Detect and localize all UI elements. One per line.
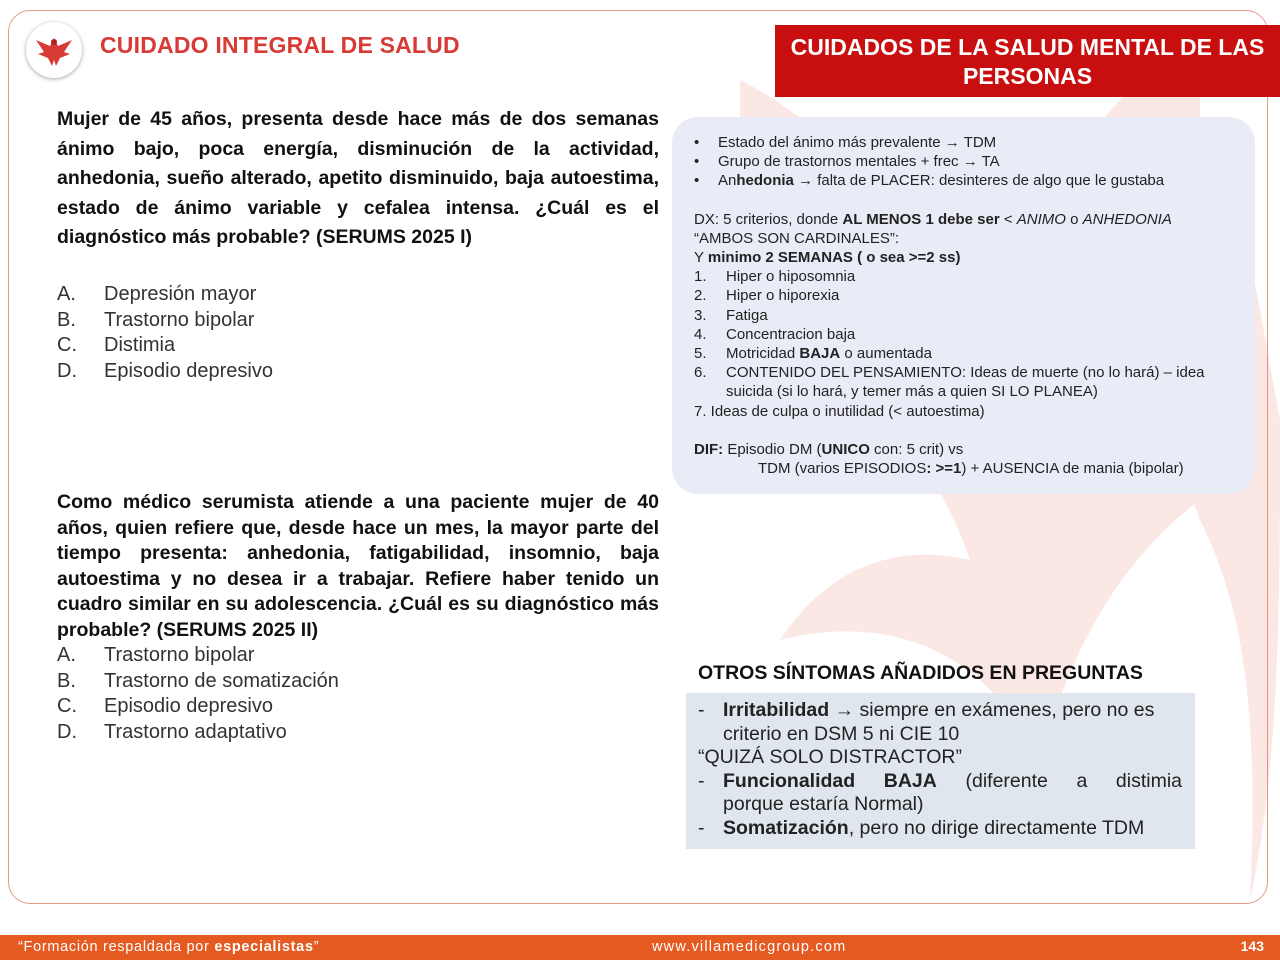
option-item	[57, 359, 273, 385]
dx-line-1	[694, 210, 1235, 229]
criterion-item	[694, 267, 1235, 286]
summary-bullet	[694, 152, 1235, 171]
summary-box	[672, 117, 1255, 494]
option-text: Episodio depresivo	[104, 359, 273, 382]
text-fragment: o aumentada	[840, 345, 932, 363]
dx-line-2: “AMBOS SON CARDINALES”:	[694, 229, 900, 247]
footer-url[interactable]: www.villamedicgroup.com	[652, 939, 847, 955]
criterion-text: Hiper o hiporexia	[726, 287, 840, 305]
dash-marker: -	[698, 769, 705, 792]
criterion-number: 4.	[694, 325, 707, 343]
text-fragment: Irritabilidad	[723, 699, 830, 721]
text-fragment: : >=1	[926, 460, 962, 478]
text-fragment: UNICO	[821, 440, 870, 458]
option-item	[57, 694, 339, 720]
criterion-item	[694, 344, 1235, 363]
option-letter: D.	[57, 359, 77, 382]
criterion-item	[694, 306, 1235, 325]
criterion-number: 5.	[694, 345, 707, 363]
text-fragment: TDM (varios EPISODIOS	[758, 460, 927, 478]
extra-symptoms-title: OTROS SÍNTOMAS AÑADIDOS EN PREGUNTAS	[698, 662, 1143, 684]
text-fragment: → siempre en exámenes, pero no es	[829, 699, 1155, 721]
logo-icon	[26, 22, 82, 78]
page-number: 143	[1240, 938, 1264, 954]
criterion-number: 6.	[694, 364, 707, 382]
extra-symptoms-box	[686, 693, 1195, 849]
criterion-item	[694, 363, 1235, 401]
text-fragment: ANHEDONIA	[1082, 210, 1172, 228]
option-item	[57, 333, 273, 359]
text-fragment: AL MENOS 1 debe ser	[842, 210, 1000, 228]
criterion-item	[694, 286, 1235, 305]
criterion-number: 1.	[694, 268, 707, 286]
question-2-text: Como médico serumista atiende a una paciente mujer de 40 años, quien refiere que, desde hace un mes, la mayor parte del tiempo presenta: anhedonia, fatigabilidad, insomnio, baja autoestima y no desea ir a trabajar. Refiere haber tenido un cuadro similar en su adolescencia. ¿Cuál es su diagnóstico más probable? (SERUMS 2025 II)	[57, 491, 659, 641]
text-fragment: con: 5 crit) vs	[869, 440, 964, 458]
option-letter: C.	[57, 334, 77, 356]
question-1-text: Mujer de 45 años, presenta desde hace más de dos semanas ánimo bajo, poca energía, disminución de la actividad, anhedonia, sueño alterado, apetito disminuido, baja autoestima, estado de ánimo variable y cefalea intensa. ¿Cuál es el diagnóstico más probable? (SERUMS 2025 I)	[57, 108, 659, 249]
text-fragment: ) + AUSENCIA de mania (bipolar)	[961, 460, 1184, 478]
extra-item-text	[723, 770, 1182, 794]
bullet-text	[718, 171, 1164, 190]
option-item	[57, 643, 339, 669]
text-fragment: ANIMO	[1016, 210, 1066, 228]
extra-item-text	[723, 817, 1144, 841]
bullet-icon: •	[694, 172, 700, 190]
question-2-options	[57, 643, 339, 745]
text-fragment: ”	[313, 939, 320, 955]
extra-quote: “QUIZÁ SOLO DISTRACTOR”	[698, 746, 962, 768]
criterion-item	[694, 325, 1235, 344]
option-letter: B.	[57, 669, 76, 692]
text-fragment: Funcionalidad BAJA	[723, 769, 937, 792]
section-title: CUIDADOS DE LA SALUD MENTAL DE LAS PERSONAS	[775, 25, 1280, 97]
extra-item	[698, 770, 1182, 794]
summary-bullet	[694, 171, 1235, 190]
option-text: Episodio depresivo	[104, 695, 273, 717]
text-fragment: “Formación respaldada por	[18, 939, 215, 955]
dif-line-1	[694, 440, 1235, 459]
option-letter: A.	[57, 283, 76, 305]
extra-item-text	[723, 699, 1154, 723]
bullet-text: Grupo de trastornos mentales + frec → TA	[718, 153, 1000, 171]
option-text: Trastorno bipolar	[104, 644, 255, 666]
text-fragment: DIF:	[694, 440, 724, 458]
text-fragment: An	[718, 172, 737, 190]
extra-item-continuation: criterio en DSM 5 ni CIE 10	[723, 722, 960, 745]
option-letter: B.	[57, 308, 76, 331]
question-1-options	[57, 282, 273, 384]
criterion-item: 7. Ideas de culpa o inutilidad (< autoestima)	[694, 402, 985, 420]
footer-tagline	[18, 939, 319, 955]
criterion-text: Concentracion baja	[726, 325, 856, 343]
option-item	[57, 308, 273, 334]
text-fragment: especialistas	[214, 939, 314, 955]
bullet-icon: •	[694, 153, 700, 171]
option-text: Trastorno de somatización	[104, 669, 339, 692]
text-fragment: BAJA	[799, 345, 841, 363]
criterion-text: Hiper o hiposomnia	[726, 268, 856, 286]
text-fragment: Y	[694, 249, 708, 267]
option-text: Trastorno bipolar	[104, 308, 255, 331]
criterion-number: 2.	[694, 287, 707, 305]
option-text: Trastorno adaptativo	[104, 720, 287, 743]
dif-line-2	[694, 459, 1235, 478]
criterion-text: Fatiga	[726, 306, 768, 324]
option-item	[57, 669, 339, 695]
option-letter: A.	[57, 644, 76, 666]
option-letter: C.	[57, 695, 77, 717]
bullet-icon: •	[694, 134, 700, 151]
criterion-number: 3.	[694, 306, 707, 324]
text-fragment: , pero no dirige directamente TDM	[848, 816, 1145, 839]
option-item	[57, 720, 339, 746]
criterion-text: CONTENIDO DEL PENSAMIENTO: Ideas de muerte (no lo hará) – idea suicida (si lo hará, y temer más a quien SI LO PLANEA)	[726, 364, 1205, 401]
extra-item	[698, 699, 1182, 723]
dash-marker: -	[698, 699, 705, 721]
text-fragment: minimo 2 SEMANAS ( o sea >=2 ss)	[707, 249, 961, 267]
dx-line-3	[694, 248, 1235, 267]
option-text: Depresión mayor	[104, 283, 257, 305]
text-fragment: DX: 5 criterios, donde	[694, 210, 843, 228]
text-fragment: → falta de PLACER: desinteres de algo que le gustaba	[793, 172, 1165, 190]
option-item	[57, 282, 273, 308]
text-fragment: Motricidad	[726, 345, 800, 363]
footer-bar	[0, 935, 1280, 960]
criterion-text	[726, 344, 932, 363]
text-fragment: Episodio DM (	[723, 440, 822, 458]
text-fragment: Somatización	[723, 816, 849, 839]
text-fragment: hedonia	[736, 172, 794, 190]
option-text: Distimia	[104, 334, 176, 356]
option-letter: D.	[57, 720, 77, 743]
text-fragment: o	[1065, 210, 1083, 228]
text-fragment: (diferente a distimia	[936, 769, 1183, 792]
text-fragment: <	[999, 210, 1017, 228]
dash-marker: -	[698, 816, 705, 839]
summary-bullet	[694, 133, 1235, 152]
bullet-text: Estado del ánimo más prevalente → TDM	[718, 134, 997, 151]
extra-item-continuation: porque estaría Normal)	[723, 793, 924, 815]
extra-item	[698, 817, 1182, 841]
brand-title: CUIDADO INTEGRAL DE SALUD	[100, 32, 460, 58]
